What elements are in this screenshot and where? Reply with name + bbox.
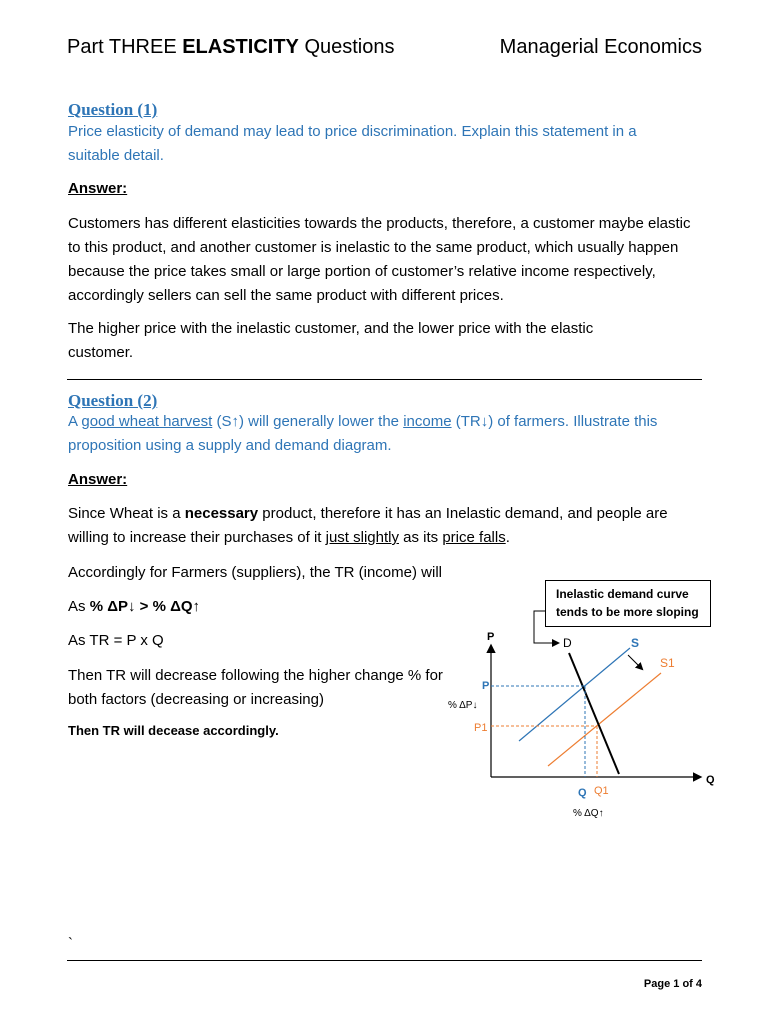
stray-backtick: ` bbox=[68, 935, 73, 952]
callout-connector bbox=[534, 611, 558, 643]
tick-label-p1: P1 bbox=[474, 722, 488, 734]
supply-curve-s1 bbox=[548, 673, 661, 766]
link-income: income bbox=[403, 413, 452, 430]
shift-arrow bbox=[628, 655, 642, 669]
question-2-since: Since Wheat is a necessary product, therefore it has an Inelastic demand, and people are willing to increase their purchases of it just slightly as its price falls. bbox=[68, 505, 668, 546]
question-2-then2: Then TR will decease accordingly. bbox=[68, 723, 279, 738]
question-2-prompt: A good wheat harvest (S↑) will generally lower the income (TR↓) of farmers. Illustrate this proposition using a supply and demand diagram. bbox=[68, 413, 658, 454]
question-1-answer-para1: Customers has different elasticities towards the products, therefore, a customer maybe elastic to this product, and another customer is inelastic to the same product, which usually happen because the price takes small or large portion of customer’s relative income respectively, accordingly sellers can sell the same product with different prices. bbox=[68, 215, 691, 304]
callout-box: Inelastic demand curve tends to be more sloping bbox=[545, 580, 711, 627]
curve-label-d: D bbox=[563, 636, 572, 650]
header-title: Part THREE ELASTICITY Questions bbox=[67, 36, 395, 58]
question-2-answer-label: Answer: bbox=[68, 471, 128, 488]
question-2-tr-formula: As TR = P x Q bbox=[68, 632, 164, 649]
link-good-wheat-harvest: good wheat harvest bbox=[81, 413, 213, 430]
pct-label-p: % ΔP↓ bbox=[448, 700, 478, 711]
axis-label-q: Q bbox=[706, 774, 715, 786]
question-2-title: Question (2) bbox=[68, 391, 158, 410]
question-2-accordingly: Accordingly for Farmers (suppliers), the TR (income) will bbox=[68, 564, 442, 581]
tick-label-p: P bbox=[482, 680, 490, 692]
tick-label-q: Q bbox=[578, 787, 587, 799]
footer-divider bbox=[67, 960, 702, 961]
header-course: Managerial Economics bbox=[499, 36, 702, 58]
page-number: Page 1 of 4 bbox=[643, 978, 702, 990]
supply-curve-s bbox=[519, 648, 630, 741]
question-1-prompt: Price elasticity of demand may lead to price discrimination. Explain this statement in a suitable detail. bbox=[68, 123, 637, 164]
question-1-title: Question (1) bbox=[68, 100, 158, 119]
question-2-then1: Then TR will decrease following the higher change % for both factors (decreasing or increasing) bbox=[68, 667, 443, 708]
curve-label-s1: S1 bbox=[660, 656, 675, 670]
tick-label-q1: Q1 bbox=[594, 785, 609, 797]
curve-label-s: S bbox=[631, 636, 640, 650]
question-1-answer-label: Answer: bbox=[68, 180, 128, 197]
question-2-as-formula: As % ΔP↓ > % ΔQ↑ bbox=[68, 598, 201, 615]
pct-label-q: % ΔQ↑ bbox=[573, 808, 604, 819]
axis-label-p: P bbox=[487, 631, 495, 643]
question-1-answer-para2: The higher price with the inelastic customer, and the lower price with the elastic customer. bbox=[68, 320, 594, 361]
